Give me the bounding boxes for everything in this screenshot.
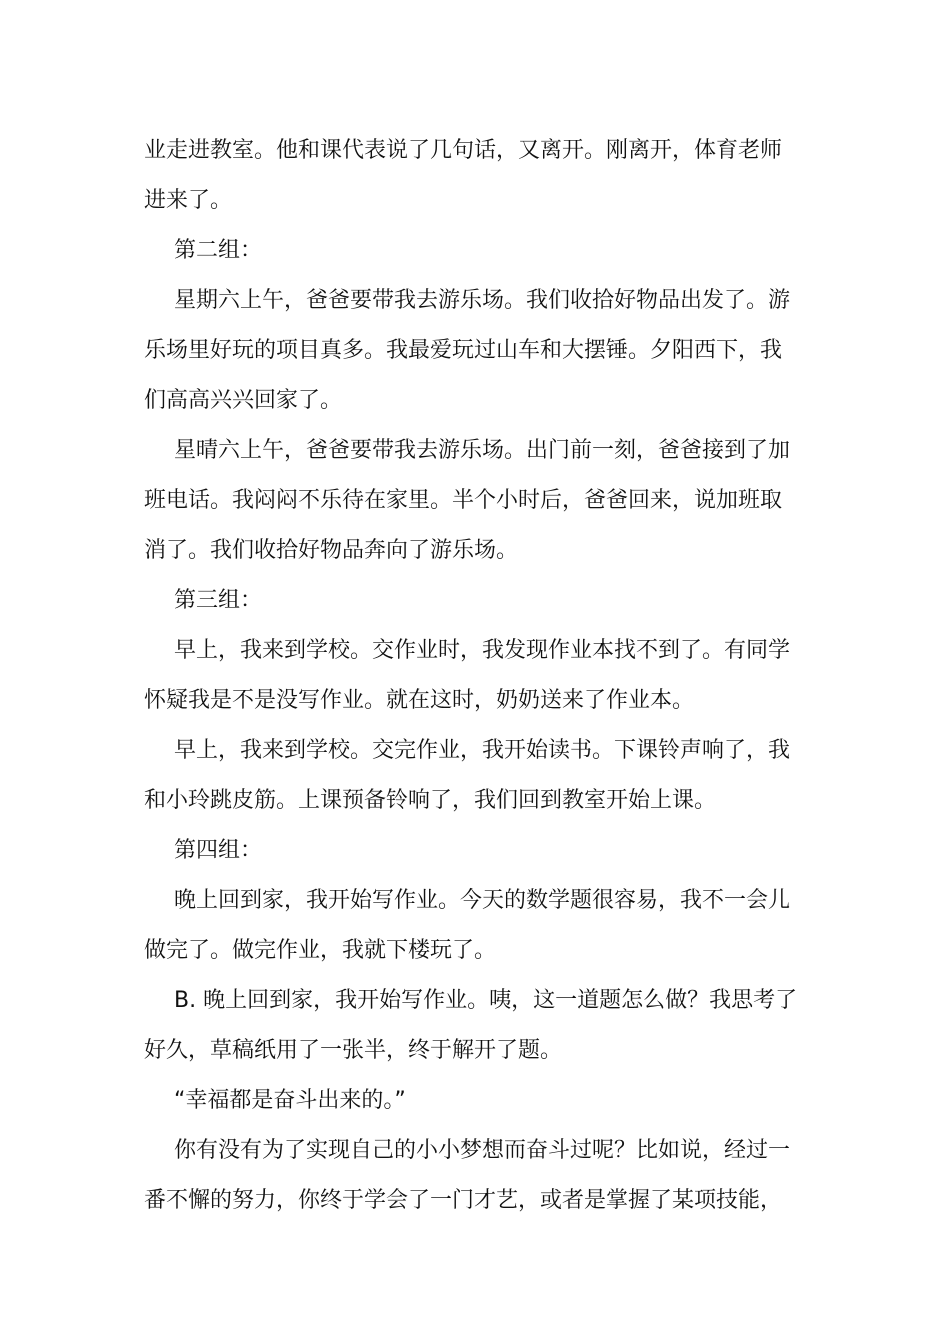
paragraph [144,826,814,876]
paragraph [144,226,814,276]
text-line: 番不懈的努力，你终于学会了一门才艺，或者是掌握了某项技能， [144,1188,783,1213]
paragraph [144,1126,814,1226]
text-line: 业走进教室。他和课代表说了几句话，又离开。刚离开，体育老师 [144,138,783,163]
paragraph [144,626,814,726]
text-line: 第四组： [174,838,263,863]
text-line: 消了。我们收拾好物品奔向了游乐场。 [144,538,519,563]
paragraph [144,126,814,226]
text-line: 和小玲跳皮筋。上课预备铃响了，我们回到教室开始上课。 [144,788,717,813]
text-line: 第三组： [174,588,263,613]
paragraph [144,1076,814,1126]
text-line: 乐场里好玩的项目真多。我最爱玩过山车和大摆锤。夕阳西下，我 [144,338,783,363]
text-line: 你有没有为了实现自己的小小梦想而奋斗过呢？比如说，经过一 [174,1138,791,1163]
text-line: 们高高兴兴回家了。 [144,388,343,413]
text-line: 星晴六上午，爸爸要带我去游乐场。出门前一刻，爸爸接到了加 [174,438,791,463]
paragraph [144,576,814,626]
paragraph [144,426,814,576]
text-line: 进来了。 [144,188,233,213]
text-line: 班电话。我闷闷不乐待在家里。半个小时后，爸爸回来，说加班取 [144,488,783,513]
paragraph [144,876,814,976]
text-line: 晚上回到家，我开始写作业。今天的数学题很容易，我不一会儿 [174,888,791,913]
text-line: 做完了。做完作业，我就下楼玩了。 [144,938,497,963]
paragraph [144,276,814,426]
text-line: 早上，我来到学校。交作业时，我发现作业本找不到了。有同学 [174,638,791,663]
text-line: 早上，我来到学校。交完作业，我开始读书。下课铃声响了，我 [174,738,791,763]
document-body [144,126,814,1226]
text-line: B. 晚上回到家，我开始写作业。咦，这一道题怎么做？我思考了 [174,988,798,1013]
text-line: 第二组： [174,238,263,263]
paragraph [144,976,814,1076]
text-line: 星期六上午，爸爸要带我去游乐场。我们收拾好物品出发了。游 [174,288,791,313]
paragraph [144,726,814,826]
text-line: “幸福都是奋斗出来的。” [174,1088,406,1113]
text-line: 好久，草稿纸用了一张半，终于解开了题。 [144,1038,563,1063]
text-line: 怀疑我是不是没写作业。就在这时，奶奶送来了作业本。 [144,688,695,713]
